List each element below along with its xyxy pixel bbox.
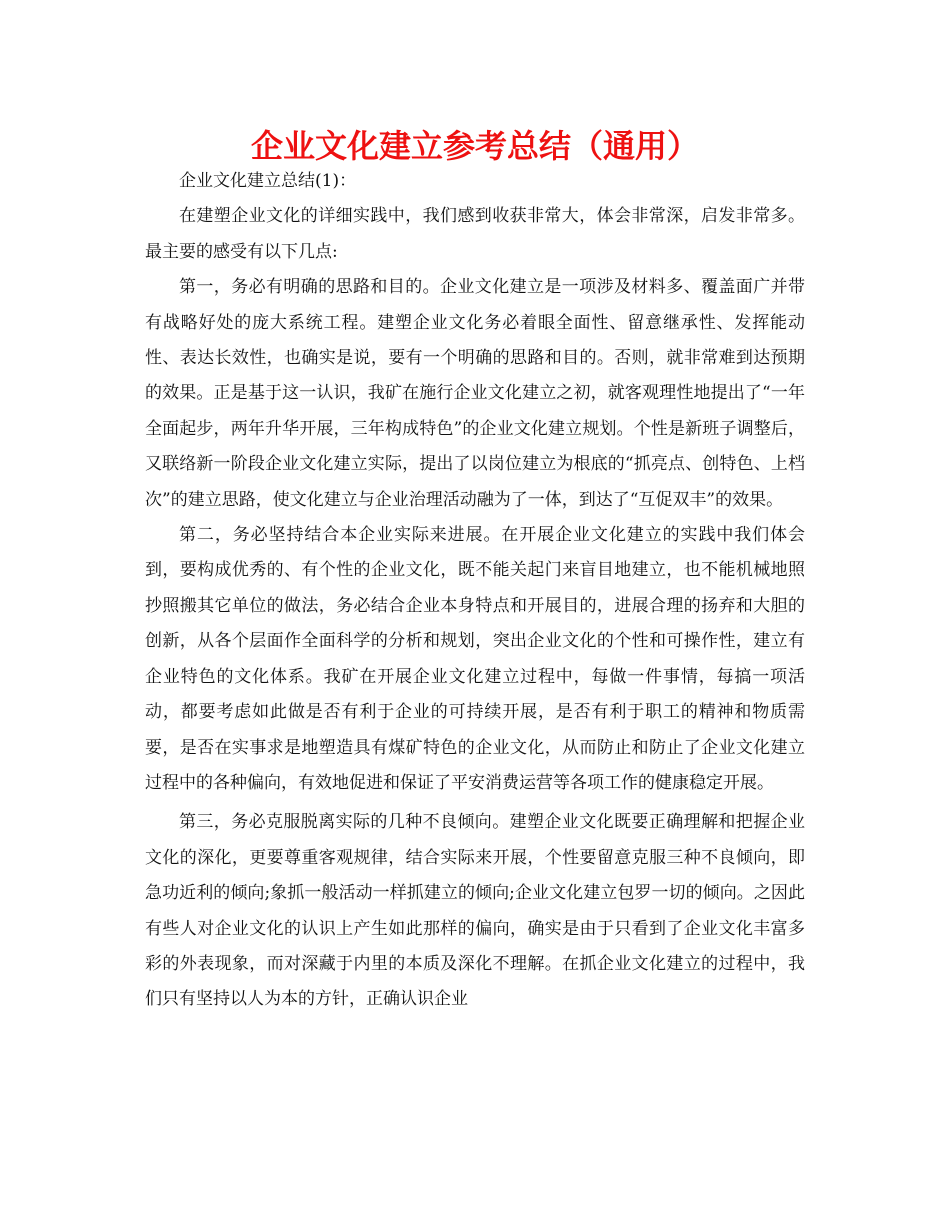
paragraph-intro: 在建塑企业文化的详细实践中，我们感到收获非常大，体会非常深，启发非常多。最主要的感受有以下几点: <box>145 206 805 262</box>
document-body <box>145 164 805 1018</box>
paragraph-heading: 企业文化建立总结(1)： <box>179 171 357 191</box>
paragraph-third-point: 第三，务必克服脱离实际的几种不良倾向。建塑企业文化既要正确理解和把握企业文化的深化，更要尊重客观规律，结合实际来开展，个性要留意克服三种不良倾向，即急功近利的倾向;象抓一般活动一样抓建立的倾向;企业文化建立包罗一切的倾向。之因此有些人对企业文化的认识上产生如此那样的偏向，确实是由于只看到了企业文化丰富多彩的外表现象，而对深藏于内里的本质及深化不理解。在抓企业文化建立的过程中，我们只有坚持以人为本的方针，正确认识企业 <box>145 812 805 1010</box>
paragraph-first-point: 第一，务必有明确的思路和目的。企业文化建立是一项涉及材料多、覆盖面广并带有战略好处的庞大系统工程。建塑企业文化务必着眼全面性、留意继承性、发挥能动性、表达长效性，也确实是说，要有一个明确的思路和目的。否则，就非常难到达预期的效果。正是基于这一认识，我矿在施行企业文化建立之初，就客观理性地提出了“一年全面起步，两年升华开展，三年构成特色”的企业文化建立规划。个性是新班子调整后，又联络新一阶段企业文化建立实际，提出了以岗位建立为根底的“抓亮点、创特色、上档次”的建立思路，使文化建立与企业治理活动融为了一体，到达了“互促双丰”的效果。 <box>145 277 805 510</box>
document-title: 企业文化建立参考总结（通用） <box>250 127 699 165</box>
paragraph-second-point: 第二，务必坚持结合本企业实际来进展。在开展企业文化建立的实践中我们体会到，要构成优秀的、有个性的企业文化，既不能关起门来盲目地建立，也不能机械地照抄照搬其它单位的做法，务必结合企业本身特点和开展目的，进展合理的扬弃和大胆的创新，从各个层面作全面科学的分析和规划，突出企业文化的个性和可操作性，建立有企业特色的文化体系。我矿在开展企业文化建立过程中，每做一件事情，每搞一项活动，都要考虑如此做是否有利于企业的可持续开展，是否有利于职工的精神和物质需要，是否在实事求是地塑造具有煤矿特色的企业文化，从而防止和防止了企业文化建立过程中的各种偏向，有效地促进和保证了平安消费运营等各项工作的健康稳定开展。 <box>145 525 805 793</box>
